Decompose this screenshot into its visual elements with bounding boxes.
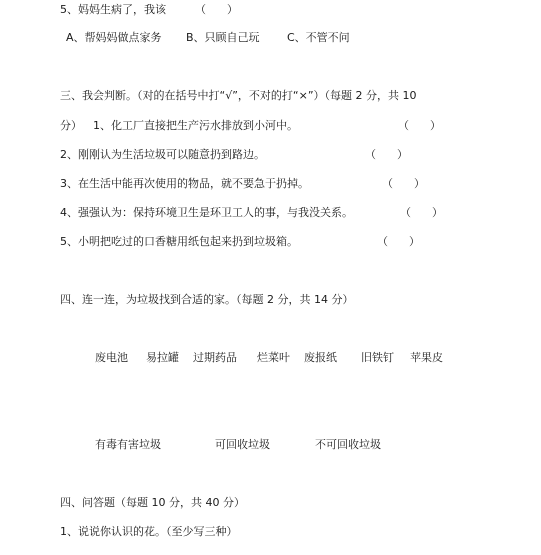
- judge-item-4-paren: （ ）: [400, 206, 443, 219]
- judge-item-4: 4、强强认为：保持环境卫生是环卫工人的事，与我没关系。: [60, 206, 353, 219]
- waste-item: 过期药品: [193, 351, 237, 364]
- waste-item: 苹果皮: [410, 351, 443, 364]
- waste-item: 旧铁钉: [361, 351, 394, 364]
- waste-item: 烂菜叶: [257, 351, 290, 364]
- qa-question-1: 1、说说你认识的花。（至少写三种）: [60, 525, 238, 538]
- judge-item-2-paren: （ ）: [365, 148, 408, 161]
- q5-option-a: A、帮妈妈做点家务: [66, 31, 162, 44]
- waste-item: 废电池: [95, 351, 128, 364]
- q5-answer-paren: （ ）: [195, 3, 238, 16]
- judge-item-1: 1、化工厂直接把生产污水排放到小河中。: [93, 119, 298, 132]
- judge-item-5: 5、小明把吃过的口香糖用纸包起来扔到垃圾箱。: [60, 235, 298, 248]
- section4-heading: 四、连一连，为垃圾找到合适的家。（每题 2 分，共 14 分）: [60, 293, 354, 306]
- bin-category: 有毒有害垃圾: [95, 438, 161, 451]
- bin-category: 可回收垃圾: [215, 438, 270, 451]
- q5-stem: 5、妈妈生病了，我该: [60, 3, 166, 16]
- q5-option-c: C、不管不问: [287, 31, 350, 44]
- waste-item: 易拉罐: [146, 351, 179, 364]
- judge-item-2: 2、刚刚认为生活垃圾可以随意扔到路边。: [60, 148, 265, 161]
- q5-option-b: B、只顾自己玩: [186, 31, 260, 44]
- judge-item-3: 3、在生活中能再次使用的物品，就不要急于扔掉。: [60, 177, 309, 190]
- section3-heading: 三、我会判断。（对的在括号中打“√”，不对的打“×”）（每题 2 分，共 10: [60, 89, 417, 102]
- section3-heading-cont: 分）: [60, 119, 82, 132]
- bin-category: 不可回收垃圾: [315, 438, 381, 451]
- judge-item-1-paren: （ ）: [398, 119, 441, 132]
- section5-heading: 四、问答题（每题 10 分，共 40 分）: [60, 496, 245, 509]
- judge-item-5-paren: （ ）: [377, 235, 420, 248]
- waste-item: 废报纸: [304, 351, 337, 364]
- judge-item-3-paren: （ ）: [382, 177, 425, 190]
